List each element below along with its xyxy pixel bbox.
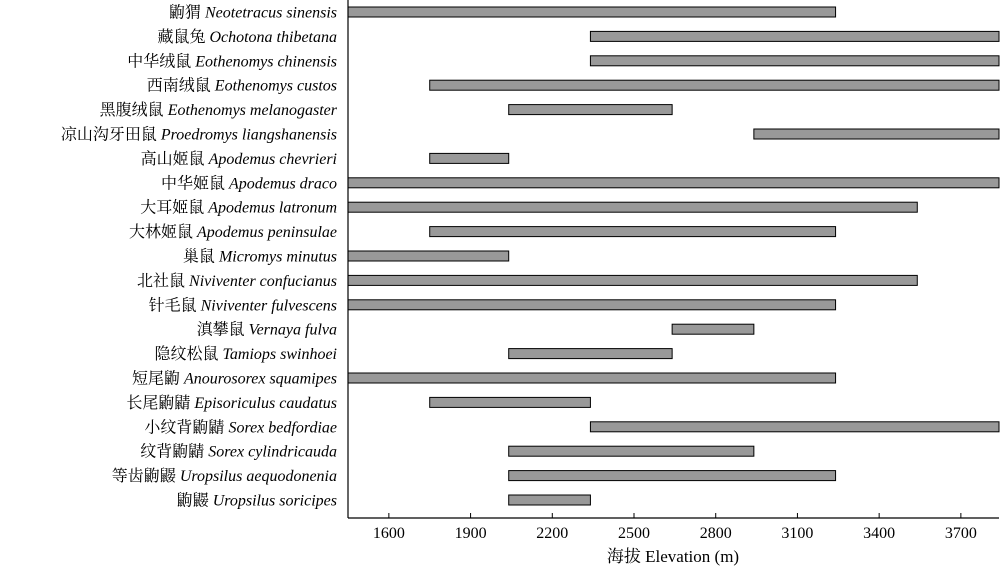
category-label-cn: 黑腹绒鼠 [99, 102, 168, 120]
category-label-latin: Episoriculus caudatus [194, 394, 337, 412]
range-bar [590, 31, 999, 41]
category-label-latin: Anourosorex squamipes [183, 370, 337, 388]
range-bar [590, 422, 999, 432]
x-tick-label: 1600 [372, 525, 405, 542]
range-bar [672, 324, 754, 334]
category-label-latin: Sorex cylindricauda [208, 443, 337, 461]
x-tick-label: 1900 [454, 525, 487, 542]
category-label-cn: 滇攀鼠 [196, 321, 249, 339]
x-tick-label: 3700 [944, 525, 977, 542]
range-bar [509, 471, 836, 481]
category-label-cn: 长尾鼩鼱 [126, 394, 195, 412]
category-label-latin: Eothenomys custos [214, 77, 337, 95]
x-tick-label: 3100 [781, 525, 814, 542]
category-label [129, 223, 337, 241]
category-label [197, 320, 337, 339]
category-label-latin: Tamiops swinhoei [222, 346, 337, 364]
category-label-cn: 纹背鼩鼱 [140, 443, 209, 461]
range-bar [348, 7, 836, 17]
x-tick-label: 2500 [618, 525, 651, 542]
category-label-latin: Sorex bedfordiae [228, 419, 337, 437]
category-label-cn: 中华姬鼠 [161, 175, 230, 193]
category-label [169, 4, 337, 22]
category-label [126, 394, 337, 412]
category-label [137, 272, 337, 290]
range-bar [509, 446, 754, 456]
species-labels [61, 4, 338, 510]
category-label-latin: Eothenomys melanogaster [167, 102, 337, 120]
category-label [149, 296, 337, 314]
category-label-cn: 北社鼠 [137, 272, 190, 290]
range-bar [430, 397, 591, 407]
category-label-latin: Niviventer fulvescens [200, 297, 337, 315]
category-label [141, 149, 337, 168]
category-label [161, 174, 337, 192]
category-label-latin: Eothenomys chinensis [195, 53, 337, 71]
category-label [140, 443, 337, 461]
category-label-cn: 大林姬鼠 [129, 224, 198, 242]
range-bar [430, 227, 836, 237]
category-label-cn: 鼩猬 [168, 4, 205, 22]
category-label-latin: Niviventer confucianus [189, 272, 337, 290]
range-bar [509, 349, 672, 359]
category-label [100, 101, 338, 119]
category-label-latin: Micromys minutus [218, 248, 337, 266]
category-label [157, 28, 337, 46]
range-bar [348, 300, 836, 310]
category-label-latin: Neotetracus sinensis [205, 4, 337, 22]
range-bar [430, 80, 999, 90]
category-label [127, 52, 337, 70]
range-bar [348, 251, 509, 261]
category-label [183, 248, 337, 266]
category-label [61, 126, 337, 144]
category-label-latin: Uropsilus soricipes [212, 492, 337, 510]
range-bars [348, 7, 999, 505]
category-label-cn: 巢鼠 [182, 248, 219, 266]
range-bar [430, 153, 509, 163]
range-bar [509, 105, 672, 115]
range-bar [348, 202, 917, 212]
category-label-cn: 大耳姬鼠 [140, 199, 209, 217]
x-tick-label: 2800 [699, 525, 732, 542]
category-label-cn: 凉山沟牙田鼠 [60, 126, 161, 144]
category-label-latin: Apodemus latronum [208, 199, 337, 217]
category-label-cn: 高山姬鼠 [140, 150, 209, 168]
category-label [132, 370, 337, 388]
category-label-cn: 针毛鼠 [148, 297, 201, 315]
category-label-latin: Apodemus peninsulae [197, 224, 337, 242]
category-label-latin: Uropsilus aequodonenia [179, 468, 337, 486]
category-label-latin: Ochotona thibetana [209, 28, 337, 46]
category-label [154, 345, 337, 363]
x-axis-title: 海拔 Elevation (m) [606, 547, 740, 566]
category-label [112, 467, 337, 485]
category-label [177, 492, 337, 510]
range-bar [754, 129, 999, 139]
category-label-latin: Apodemus chevrieri [208, 150, 337, 168]
range-bar [509, 495, 591, 505]
category-label [147, 77, 337, 95]
range-bar [590, 56, 999, 66]
category-label-cn: 西南绒鼠 [146, 77, 215, 95]
category-label-cn: 小纹背鼩鼱 [144, 419, 229, 437]
category-label-cn: 隐纹松鼠 [154, 346, 223, 364]
category-label-latin: Apodemus draco [229, 175, 337, 193]
category-label-cn: 中华绒鼠 [127, 53, 196, 71]
category-label-cn: 等齿鼩鼹 [111, 468, 180, 486]
range-bar [348, 275, 917, 285]
category-label [140, 199, 337, 217]
category-label-latin: Vernaya fulva [248, 321, 337, 339]
range-bar [348, 178, 999, 188]
x-tick-label: 2200 [536, 525, 569, 542]
x-tick-label: 3400 [863, 525, 896, 542]
range-bar [348, 373, 836, 383]
category-label-cn: 短尾鼩 [131, 370, 184, 388]
category-label-cn: 鼩鼹 [176, 492, 213, 510]
category-label [144, 418, 337, 436]
category-label-latin: Proedromys liangshanensis [160, 126, 337, 144]
category-label-cn: 藏鼠兔 [157, 28, 210, 46]
